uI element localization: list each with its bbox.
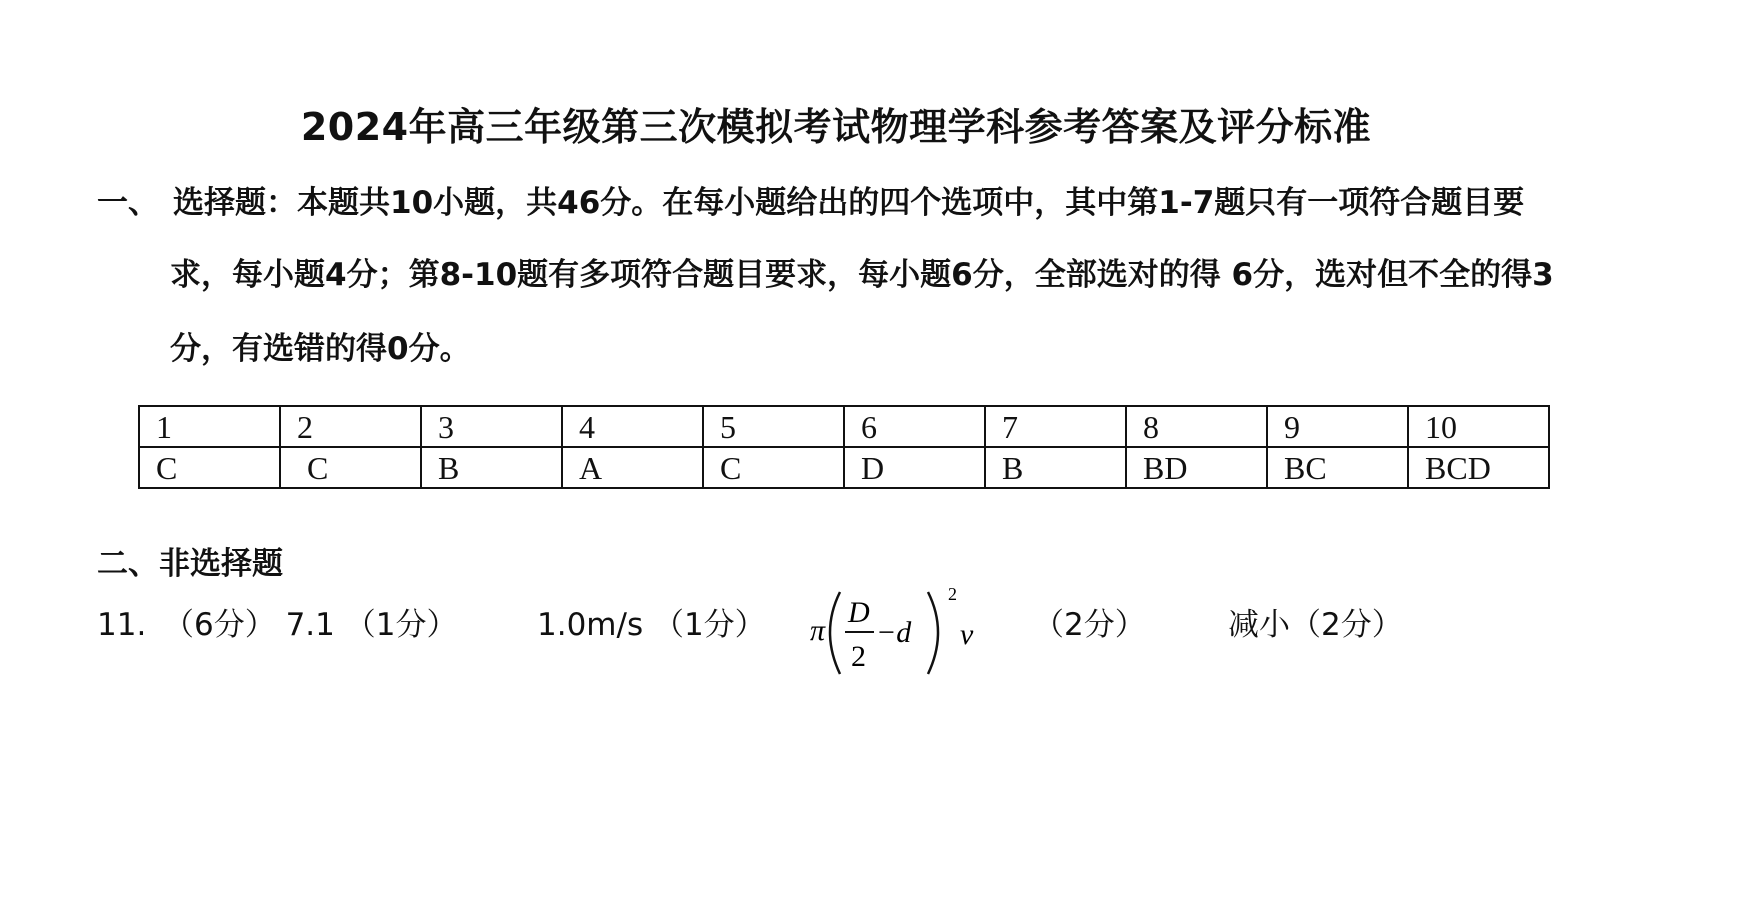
- question-number-cell: 10: [1408, 406, 1549, 447]
- question-11-number: 11.: [97, 607, 147, 643]
- formula-left-paren: [830, 592, 840, 674]
- formula-right-paren: [928, 592, 938, 674]
- formula-exponent: 2: [948, 584, 957, 604]
- answer-cell: BCD: [1408, 447, 1549, 488]
- section-1-text-line-2: 求，每小题4分；第8-10题有多项符合题目要求，每小题6分，全部选对的得 6分，选对但不全的得3: [170, 257, 1554, 293]
- question-number-cell: 5: [703, 406, 844, 447]
- formula-numerator: D: [848, 596, 870, 629]
- formula-pi: π: [810, 614, 826, 647]
- question-number-cell: 3: [421, 406, 562, 447]
- answer-cell: B: [421, 447, 562, 488]
- question-11-answer-b: 1.0m/s （1分）: [537, 607, 766, 643]
- answer-table-number-row: [139, 406, 1549, 447]
- answer-cell: D: [844, 447, 985, 488]
- question-number-cell: 2: [280, 406, 421, 447]
- page-title: 2024年高三年级第三次模拟考试物理学科参考答案及评分标准: [300, 105, 1372, 149]
- answer-table: [138, 405, 1550, 489]
- answer-cell: BC: [1267, 447, 1408, 488]
- question-11-answer-d: 减小（2分）: [1228, 607, 1403, 643]
- section-1-number: 一、: [97, 185, 159, 221]
- answer-cell: A: [562, 447, 703, 488]
- answer-cell: C: [139, 447, 280, 488]
- question-11-answer-a: （6分） 7.1 （1分）: [163, 607, 458, 643]
- formula-minus-d: −d: [876, 616, 912, 649]
- answer-cell: BD: [1126, 447, 1267, 488]
- question-number-cell: 8: [1126, 406, 1267, 447]
- question-11-formula: [810, 582, 1000, 682]
- answer-cell: C: [703, 447, 844, 488]
- formula-velocity: v: [960, 618, 974, 651]
- question-number-cell: 1: [139, 406, 280, 447]
- question-11-answer-c-score: （2分）: [1033, 607, 1146, 643]
- formula-denominator: 2: [851, 640, 866, 673]
- section-2-title: 二、非选择题: [97, 546, 283, 582]
- section-1-text-line-1: 选择题：本题共10小题，共46分。在每小题给出的四个选项中，其中第1-7题只有一项符合题目要: [173, 185, 1525, 221]
- answer-table-answer-row: [139, 447, 1549, 488]
- question-number-cell: 4: [562, 406, 703, 447]
- answer-cell: C: [280, 447, 421, 488]
- question-number-cell: 9: [1267, 406, 1408, 447]
- answer-cell: B: [985, 447, 1126, 488]
- section-1-text-line-3: 分，有选错的得0分。: [170, 331, 471, 367]
- question-number-cell: 7: [985, 406, 1126, 447]
- question-number-cell: 6: [844, 406, 985, 447]
